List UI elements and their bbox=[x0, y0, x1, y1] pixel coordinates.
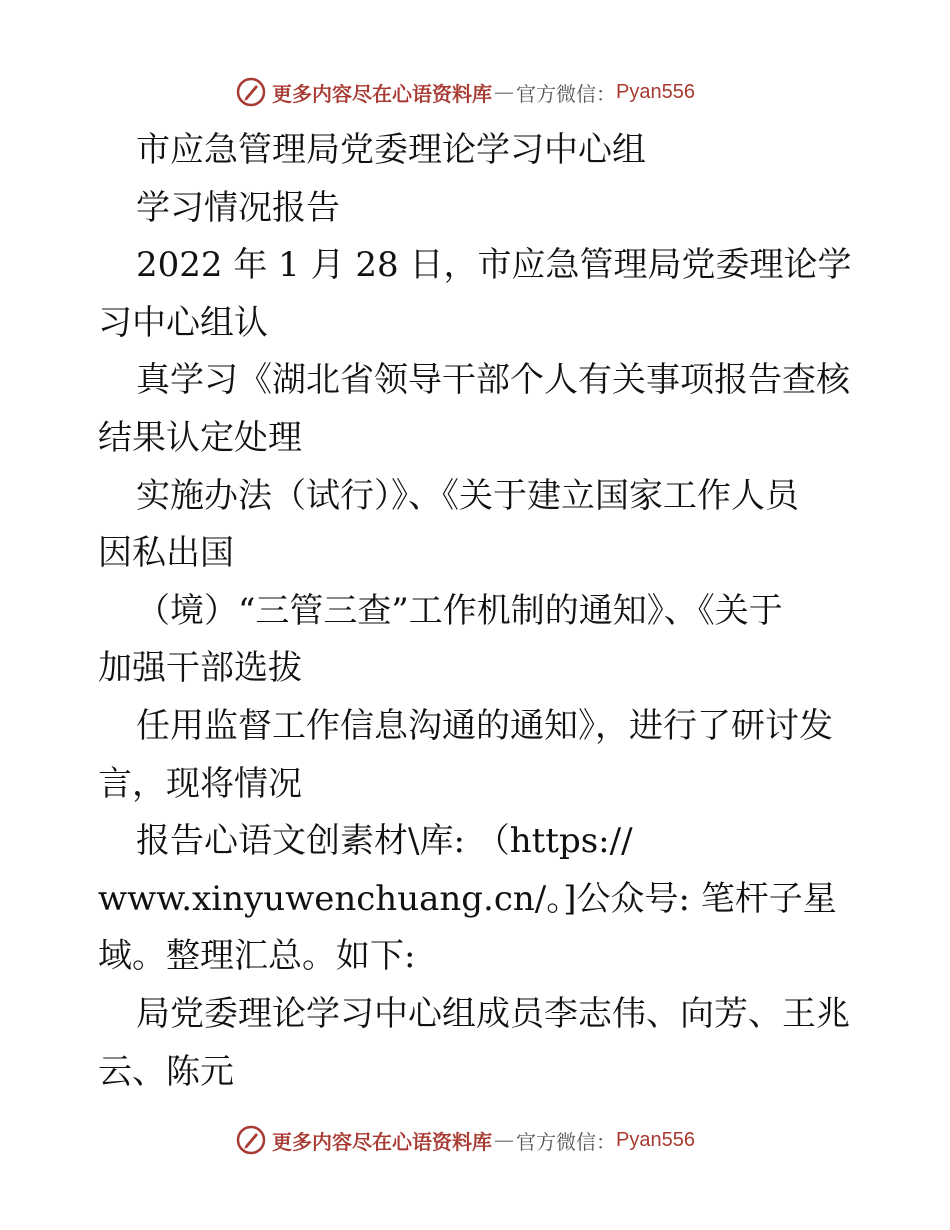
banner-separator: — bbox=[494, 1128, 514, 1152]
banner-promo-text: 更多内容尽在心语资料库 bbox=[272, 81, 492, 106]
document-line: 局党委理论学习中心组成员李志伟、向芳、王兆 bbox=[136, 993, 850, 1034]
document-line: 云、陈元 bbox=[98, 1051, 234, 1092]
banner-wechat-label: 官方微信： bbox=[516, 81, 616, 106]
banner-wechat-id: Pyan556 bbox=[616, 80, 695, 103]
document-line: 习中心组认 bbox=[98, 302, 268, 343]
banner-promo-text: 更多内容尽在心语资料库 bbox=[272, 1129, 492, 1154]
bottom-banner bbox=[236, 1120, 695, 1160]
quill-seal-icon bbox=[236, 77, 266, 107]
document-line: 言，现将情况 bbox=[98, 763, 302, 804]
document-line: 结果认定处理 bbox=[98, 417, 302, 458]
top-banner bbox=[236, 72, 695, 112]
document-line: 因私出国 bbox=[98, 533, 234, 574]
document-line: 实施办法（试行）》、《关于建立国家工作人员 bbox=[136, 475, 799, 516]
banner-separator: — bbox=[494, 80, 514, 104]
document-line: 报告心语文创素材\库: （https:// bbox=[136, 821, 633, 862]
document-line: 任用监督工作信息沟通的通知》，进行了研讨发 bbox=[136, 705, 833, 746]
document-body bbox=[98, 122, 858, 1101]
banner-wechat-id: Pyan556 bbox=[616, 1128, 695, 1151]
document-line: www.xinyuwenchuang.cn/。]公众号: 笔杆子星 bbox=[98, 878, 837, 919]
document-line: 学习情况报告 bbox=[136, 187, 340, 228]
document-line: 加强干部选拔 bbox=[98, 648, 302, 689]
document-line: （境）“三管三查”工作机制的通知》、《关于 bbox=[136, 590, 783, 631]
document-line: 市应急管理局党委理论学习中心组 bbox=[136, 130, 646, 170]
quill-seal-icon bbox=[236, 1125, 266, 1155]
banner-wechat-label: 官方微信： bbox=[516, 1129, 616, 1154]
document-line: 真学习《湖北省领导干部个人有关事项报告查核 bbox=[136, 360, 850, 401]
document-line: 域。整理汇总。如下: bbox=[98, 936, 416, 977]
document-line: 2022 年 1 月 28 日，市应急管理局党委理论学 bbox=[136, 245, 852, 286]
